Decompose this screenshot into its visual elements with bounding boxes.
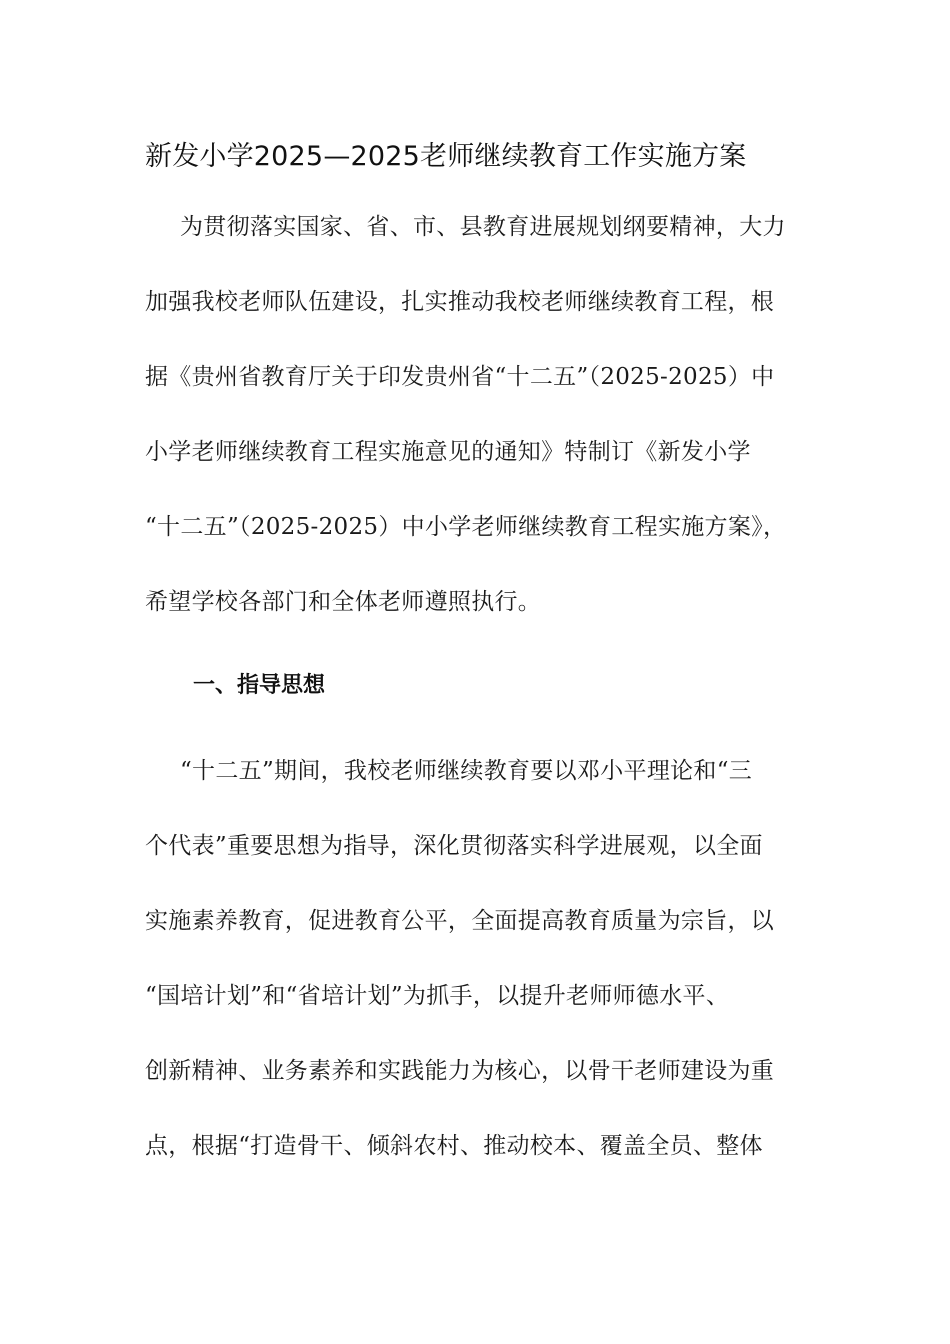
section-line: 实施素养教育，促进教育公平，全面提高教育质量为宗旨，以 [145,908,775,934]
intro-line: “十二五”（2025-2025）中小学老师继续教育工程实施方案》， [145,514,787,540]
document-title: 新发小学2025—2025老师继续教育工作实施方案 [145,141,747,172]
section-line: “十二五”期间，我校老师继续教育要以邓小平理论和“三 [180,758,753,784]
intro-line: 希望学校各部门和全体老师遵照执行。 [145,589,542,615]
section-line: 点，根据“打造骨干、倾斜农村、推动校本、覆盖全员、整体 [145,1133,763,1159]
section-heading-guiding-ideology: 一、指导思想 [193,673,326,698]
section-line: “国培计划”和“省培计划”为抓手，以提升老师师德水平、 [145,983,730,1009]
intro-line: 据《贵州省教育厅关于印发贵州省“十二五”（2025-2025）中 [145,364,775,390]
intro-line: 为贯彻落实国家、省、市、县教育进展规划纲要精神，大力 [180,214,786,240]
intro-line: 加强我校老师队伍建设，扎实推动我校老师继续教育工程，根 [145,289,775,315]
intro-line: 小学老师继续教育工程实施意见的通知》特制订《新发小学 [145,439,751,465]
section-line: 创新精神、业务素养和实践能力为核心，以骨干老师建设为重 [145,1058,775,1084]
section-line: 个代表”重要思想为指导，深化贯彻落实科学进展观，以全面 [145,833,763,859]
